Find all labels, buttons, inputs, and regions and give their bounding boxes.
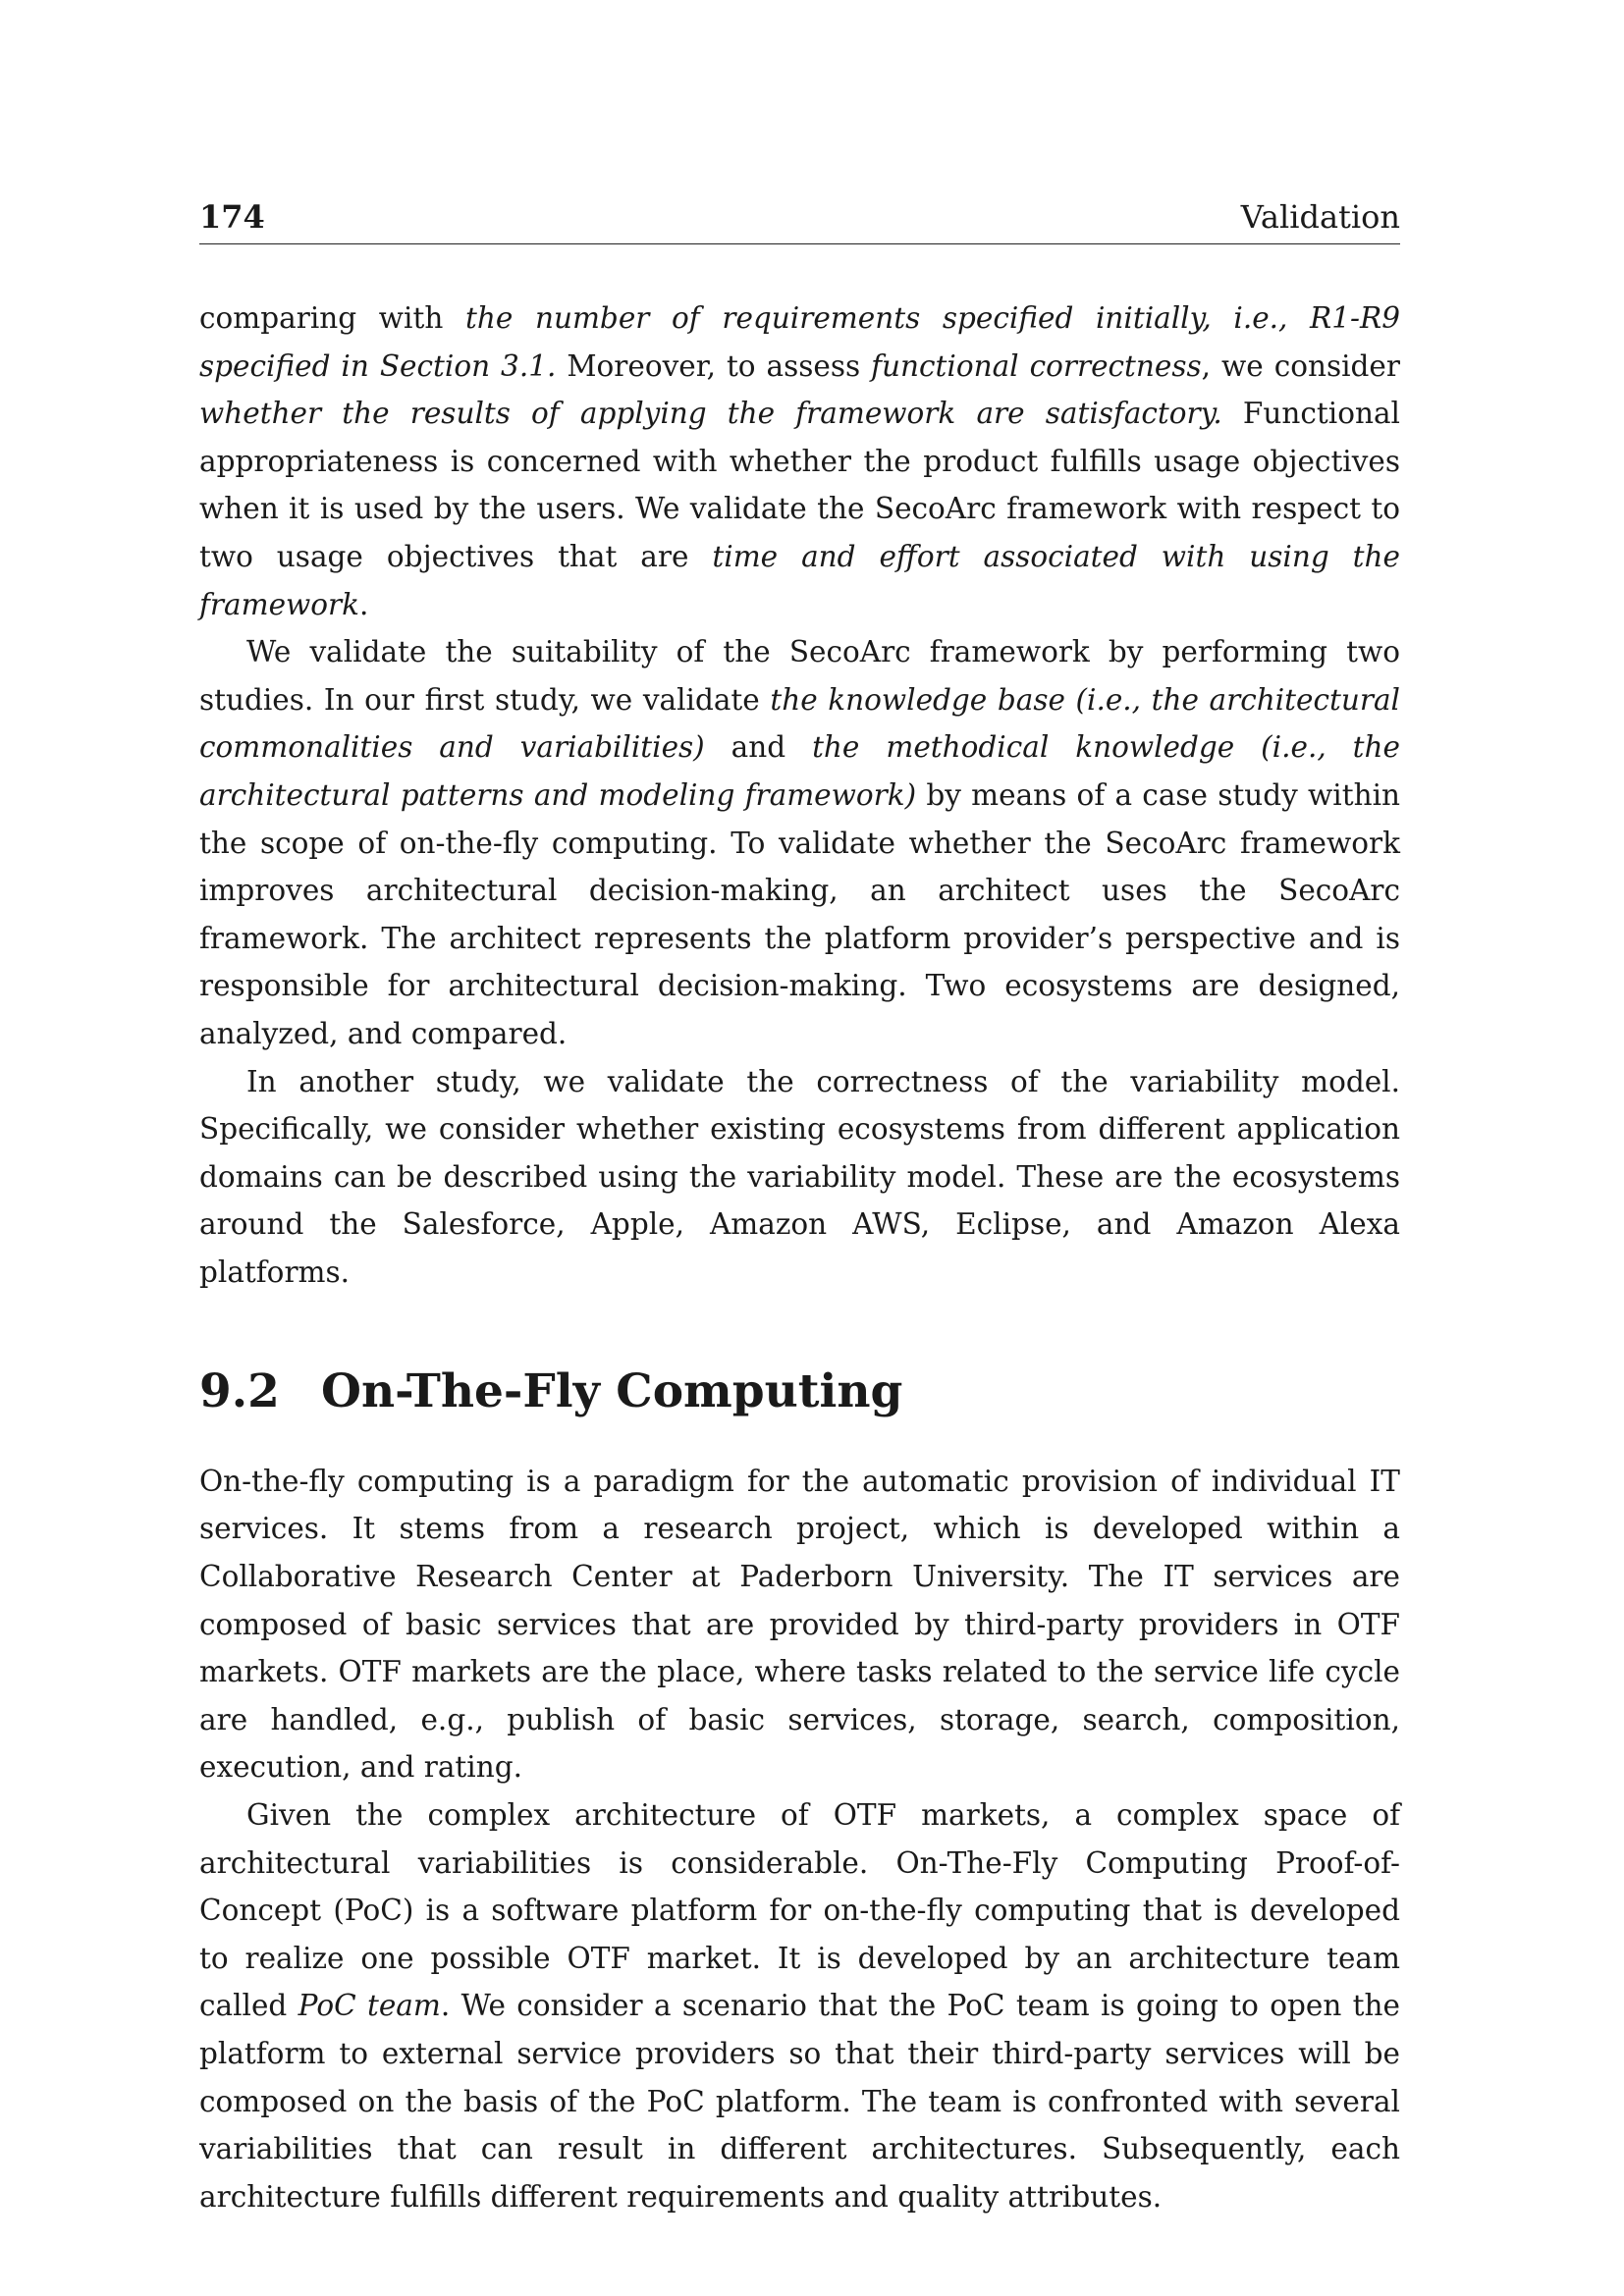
running-title: Validation (1240, 198, 1400, 236)
text-run: In another study, we validate the correctness of the variability model. Specifically, we consider whether existing ecosystems from different application domains can be described using the variability model. These are the ecosystems around the Salesforce, Apple, Amazon AWS, Eclipse, and Amazon Alexa platforms. (199, 1064, 1400, 1289)
emphasized-text: PoC team (298, 1989, 441, 2023)
text-run: Moreover, to assess (556, 348, 872, 383)
paragraph (199, 1458, 1400, 1791)
running-header (199, 198, 1400, 244)
emphasized-text: functional correctness (871, 348, 1202, 383)
text-run: by means of a case study within the scope of on-the-fly computing. To validate whether the SecoArc framework improves architectural decision-making, an architect uses the SecoArc framework. The architect represents the platform provider’s perspective and is responsible for architectural decision-making. Two ecosystems are designed, analyzed, and compared. (199, 777, 1401, 1050)
page-number: 174 (199, 198, 265, 236)
emphasized-text: the number of requirements specified initially, i.e., R1-R9 specified in Section 3.1. (199, 301, 1400, 383)
paragraph (199, 294, 1400, 628)
text-run: We validate the suitability of the SecoArc framework by performing two studies. In our first study, we validate (199, 635, 1400, 717)
emphasized-text: the knowledge base (i.e., the architectural commonalities and variabilities) (199, 682, 1400, 765)
paragraph (199, 628, 1400, 1057)
text-run: Functional appropriateness is concerned with whether the product fulfills usage objectives when it is used by the users. We validate the SecoArc framework with respect to two usage objectives that are (199, 397, 1400, 573)
paragraph (199, 1058, 1400, 1297)
text-run: and (704, 730, 813, 765)
text-run: On-the-fly computing is a paradigm for the automatic provision of individual IT services. It stems from a research project, which is developed within a Collaborative Research Center at Paderborn University. The IT services are composed of basic services that are provided by third-party providers in OTF markets. OTF markets are the place, where tasks related to the service life cycle are handled, e.g., publish of basic services, storage, search, composition, execution, and rating. (199, 1464, 1400, 1785)
text-run: . (359, 587, 369, 621)
emphasized-text: whether the results of applying the framework are satisfactory. (199, 397, 1222, 431)
text-run: Given the complex architecture of OTF markets, a complex space of architectural variabilities is considerable. On-The-Fly Computing Proof-of-Concept (PoC) is a software platform for on-the-fly computing that is developed to realize one possible OTF market. It is developed by an architecture team called (199, 1798, 1400, 2023)
text-run: . We consider a scenario that the PoC team is going to open the platform to external service providers so that their third-party services will be composed on the basis of the PoC platform. The team is confronted with several variabilities that can result in different architectures. Subsequently, each architecture fulfills different requirements and quality attributes. (199, 1989, 1400, 2214)
text-run: , we consider (1201, 348, 1400, 383)
section-title: On-The-Fly Computing (321, 1364, 903, 1419)
emphasized-text: the methodical knowledge (i.e., the architectural patterns and modeling framework) (199, 730, 1400, 812)
paragraph (199, 1791, 1400, 2220)
section-heading (199, 1364, 1400, 1419)
emphasized-text: time and effort associated with using the framework (199, 539, 1400, 621)
section-number: 9.2 (199, 1364, 280, 1419)
page-body (199, 294, 1400, 2220)
text-run: comparing with (199, 301, 465, 335)
